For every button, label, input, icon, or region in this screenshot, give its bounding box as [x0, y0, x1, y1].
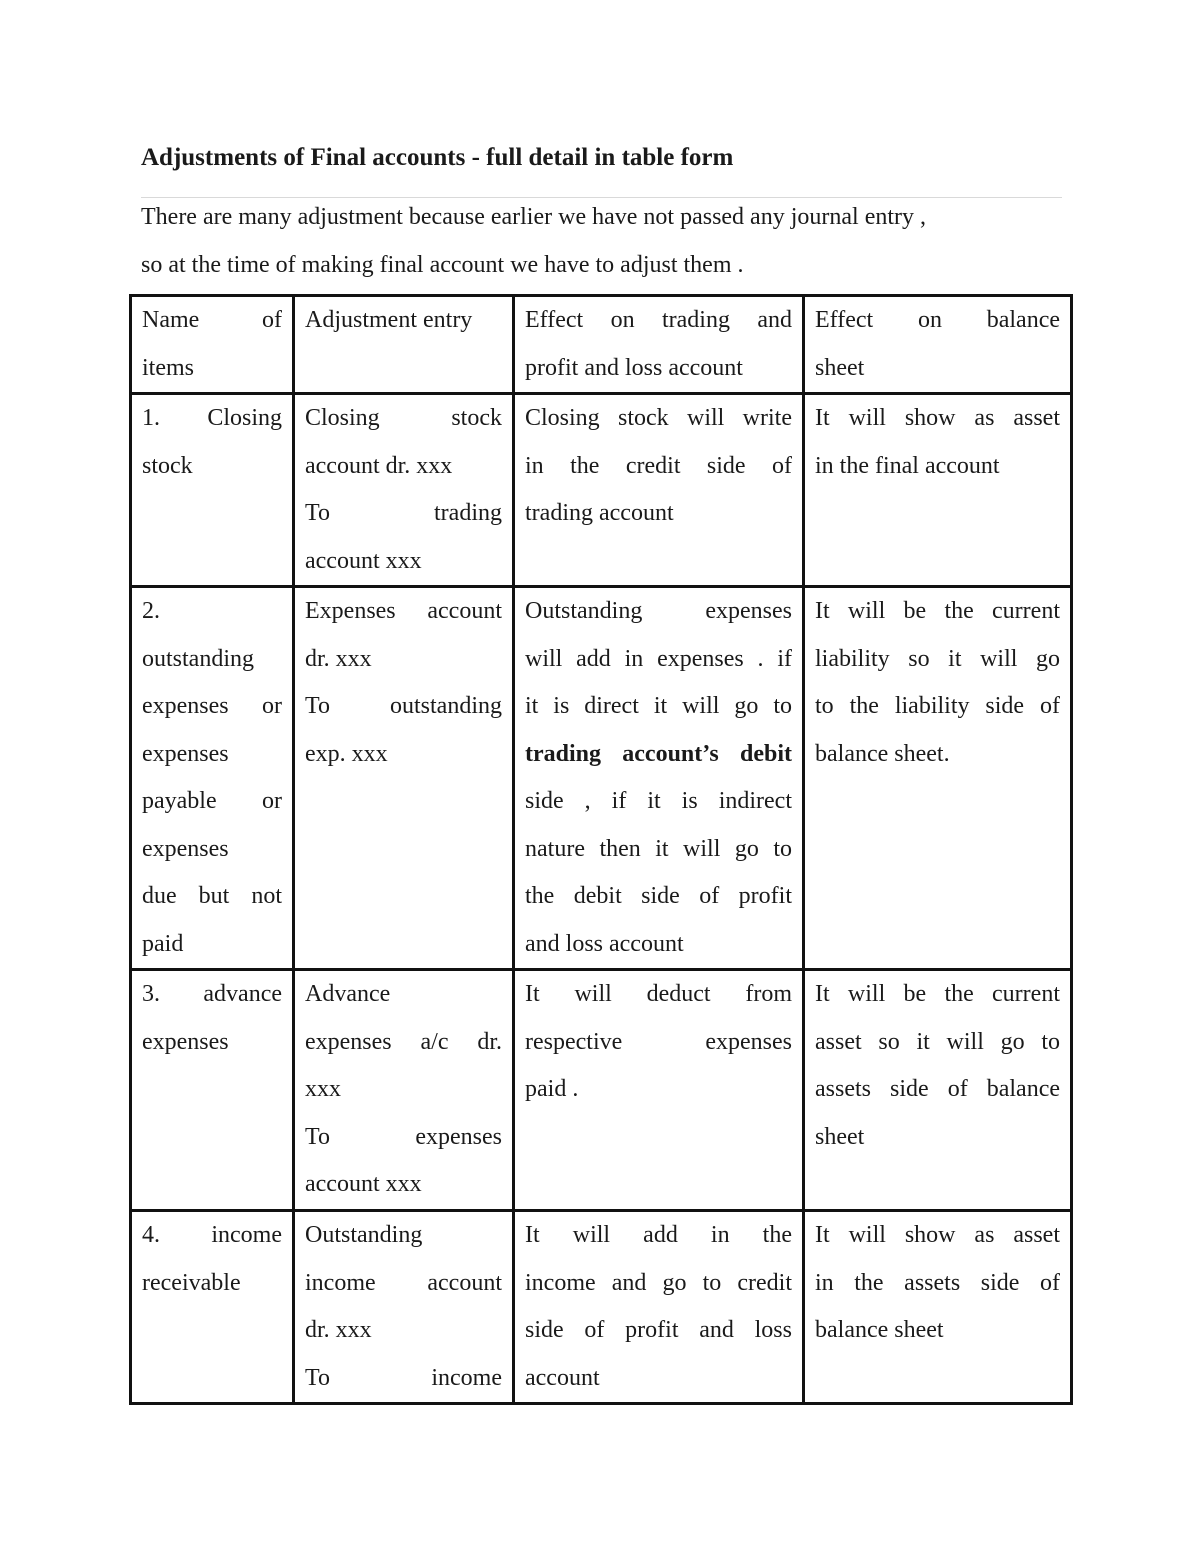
cell-text-line: due but not — [142, 883, 282, 909]
cell-trading — [514, 1211, 804, 1404]
cell-name — [131, 587, 294, 970]
cell-text-line: asset so it will go to — [815, 1028, 1060, 1055]
cell-text-line: account dr. xxx — [305, 452, 453, 479]
cell-text-line: stock — [142, 452, 193, 479]
intro-line: There are many adjustment because earlier we have not passed any journal entry , — [141, 204, 927, 230]
cell-text-line: balance sheet — [815, 1317, 944, 1343]
cell-trading — [514, 587, 804, 970]
header-text-line: sheet — [815, 354, 865, 381]
cell-text-line: income account — [305, 1269, 502, 1296]
header-text-line: items — [142, 354, 194, 381]
cell-text-line: Closing stock will write — [525, 405, 792, 431]
cell-text-line: dr. xxx — [305, 645, 372, 672]
cell-text-line: It will show as asset — [815, 1222, 1060, 1248]
cell-text-line: 2. — [142, 598, 160, 624]
cell-text-line: Outstanding — [305, 1222, 423, 1248]
cell-text-line: It will deduct from — [525, 981, 792, 1007]
cell-text-line: receivable — [142, 1269, 241, 1296]
document-title: Adjustments of Final accounts - full detail in table form — [141, 144, 734, 171]
cell-text-line: Advance — [305, 981, 391, 1007]
cell-text-line: paid . — [525, 1076, 579, 1102]
cell-text-line: assets side of balance — [815, 1076, 1060, 1102]
cell-text-line: payable or — [142, 788, 282, 814]
cell-name — [131, 970, 294, 1211]
cell-entry — [294, 587, 514, 970]
cell-balance — [804, 1211, 1072, 1404]
cell-text-line: side , if it is indirect — [525, 788, 792, 814]
table-row — [131, 587, 1072, 970]
header-text-line: Effect on balance — [815, 307, 1060, 333]
cell-text-line: in the final account — [815, 452, 1000, 479]
header-text-line: Effect on trading and — [525, 307, 792, 333]
cell-text-line: It will be the current — [815, 981, 1060, 1007]
cell-text-line: account xxx — [305, 547, 422, 574]
cell-text-line: expenses — [142, 740, 229, 767]
header-text-line: profit and loss account — [525, 354, 743, 381]
cell-balance — [804, 970, 1072, 1211]
cell-trading — [514, 970, 804, 1211]
table-header-row — [131, 296, 1072, 394]
cell-text-line: sheet — [815, 1123, 865, 1150]
cell-text-line: To income — [305, 1364, 502, 1391]
cell-text-line: paid — [142, 930, 184, 957]
intro-paragraph — [141, 193, 1066, 289]
cell-text-line: Expenses account — [305, 598, 502, 624]
cell-entry — [294, 970, 514, 1211]
cell-text-line: It will be the current — [815, 598, 1060, 624]
cell-text-line: the debit side of profit — [525, 883, 792, 909]
cell-text-line: trading account — [525, 500, 674, 526]
cell-text-line: 4. income — [142, 1222, 282, 1248]
cell-text-line: balance sheet. — [815, 740, 950, 767]
intro-line: so at the time of making final account we have to adjust them . — [141, 252, 744, 278]
adjustments-table-body — [131, 296, 1072, 1404]
cell-text-line: It will show as asset — [815, 405, 1060, 431]
cell-text-line: it is direct it will go to — [525, 693, 792, 719]
cell-name — [131, 394, 294, 587]
table-row — [131, 970, 1072, 1211]
cell-text-line: account xxx — [305, 1171, 422, 1197]
header-text-line: Name of — [142, 307, 282, 333]
cell-text-line: expenses or — [142, 693, 282, 719]
cell-text-line: 1. Closing — [142, 405, 282, 431]
cell-text-line: in the assets side of — [815, 1269, 1060, 1296]
cell-text-line: To outstanding — [305, 693, 502, 719]
cell-text-line: Outstanding expenses — [525, 598, 792, 624]
cell-entry — [294, 394, 514, 587]
table-row — [131, 1211, 1072, 1404]
header-cell-name — [131, 296, 294, 394]
cell-trading — [514, 394, 804, 587]
cell-text-line: Closing stock — [305, 405, 502, 431]
cell-text-line: trading account’s debit — [525, 740, 792, 767]
cell-text-line: It will add in the — [525, 1222, 792, 1248]
cell-balance — [804, 587, 1072, 970]
cell-text-line: expenses — [142, 835, 229, 862]
cell-text-line: exp. xxx — [305, 740, 388, 767]
cell-text-line: account — [525, 1364, 600, 1391]
cell-text-line: side of profit and loss — [525, 1317, 792, 1343]
cell-text-line: xxx — [305, 1076, 341, 1102]
table-row — [131, 394, 1072, 587]
header-text-line: Adjustment entry — [305, 307, 473, 333]
cell-text-line: 3. advance — [142, 981, 282, 1007]
cell-text-line: in the credit side of — [525, 452, 792, 479]
cell-text-line: nature then it will go to — [525, 835, 792, 862]
header-cell-entry — [294, 296, 514, 394]
header-cell-balance — [804, 296, 1072, 394]
header-cell-trading — [514, 296, 804, 394]
cell-text-line: will add in expenses . if — [525, 645, 792, 672]
cell-text-line: expenses — [142, 1028, 229, 1055]
cell-name — [131, 1211, 294, 1404]
adjustments-table — [129, 294, 1073, 1405]
cell-entry — [294, 1211, 514, 1404]
cell-text-line: and loss account — [525, 930, 684, 957]
cell-text-line: liability so it will go — [815, 645, 1060, 672]
cell-text-line: outstanding — [142, 645, 254, 672]
cell-balance — [804, 394, 1072, 587]
cell-text-line: dr. xxx — [305, 1317, 372, 1343]
cell-text-line: income and go to credit — [525, 1269, 792, 1296]
cell-text-line: to the liability side of — [815, 693, 1060, 719]
cell-text-line: To expenses — [305, 1123, 502, 1150]
cell-text-line: To trading — [305, 500, 502, 526]
cell-text-line: expenses a/c dr. — [305, 1028, 502, 1055]
cell-text-line: respective expenses — [525, 1028, 792, 1055]
